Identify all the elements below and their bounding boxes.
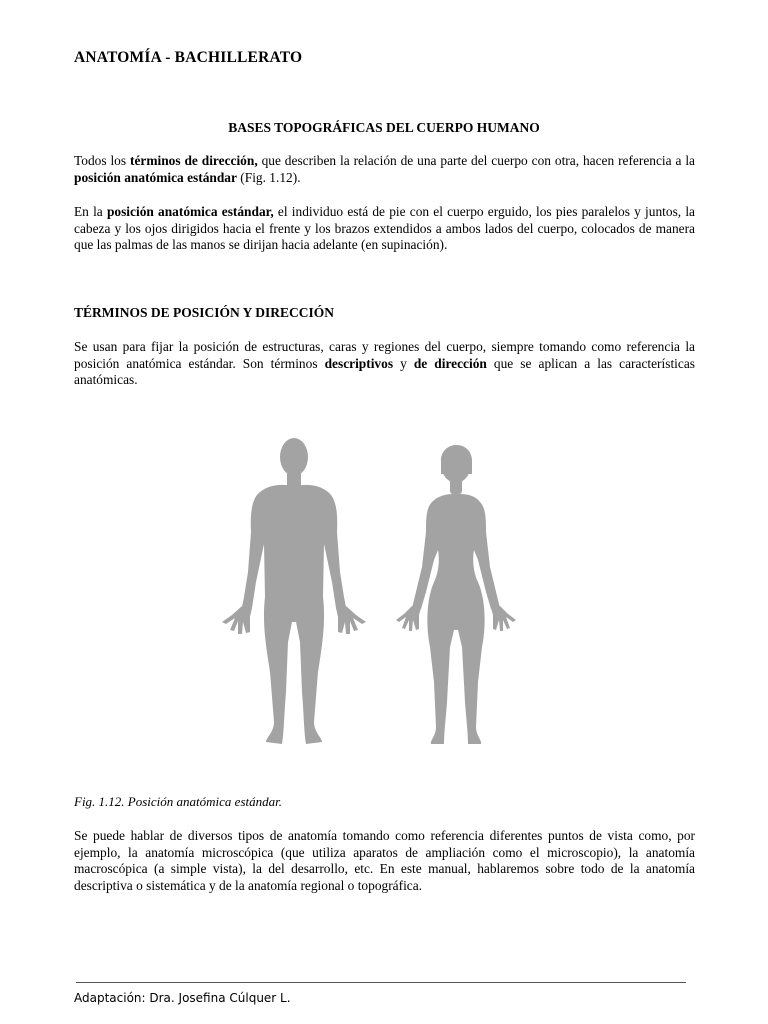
text-run: y <box>393 355 414 371</box>
anatomical-position-figure <box>210 432 540 748</box>
footer-credit: Adaptación: Dra. Josefina Cúlquer L. <box>74 991 291 1005</box>
body-silhouettes <box>210 432 540 748</box>
section-heading: TÉRMINOS DE POSICIÓN Y DIRECCIÓN <box>74 305 335 320</box>
text-run: que describen la relación de una parte del cuerpo con otra, hacen referencia a la <box>257 153 695 168</box>
text-run: En la <box>74 204 107 219</box>
text-run: Se usan para fijar la posición de estructuras, caras y regiones del cuerpo, siempre tomando como referencia la posición anatómica estándar. Son términos <box>74 339 695 371</box>
document-title: BASES TOPOGRÁFICAS DEL CUERPO HUMANO <box>228 120 540 135</box>
female-silhouette <box>396 445 516 744</box>
paragraph-direction-terms <box>74 153 695 186</box>
bold-term: posición anatómica estándar, <box>106 204 274 219</box>
bold-term: descriptivos <box>324 355 394 371</box>
bold-term: de dirección <box>413 355 487 371</box>
figure-caption: Fig. 1.12. Posición anatómica estándar. <box>74 794 282 809</box>
text-run: (Fig. 1.12). <box>236 169 301 185</box>
paragraph-anatomy-types: Se puede hablar de diversos tipos de anatomía tomando como referencia diferentes puntos de vista como, por ejemplo, la anatomía microscópica (que utiliza aparatos de ampliación como el microscopio), la anatomía macroscópica (a simple vista), la del desarrollo, etc. En este manual, hablaremos sobre todo de la anatomía descriptiva o sistemática y de la anatomía regional o topográfica. <box>74 828 695 893</box>
paragraph-position-terms <box>74 339 695 389</box>
text-run: el individuo está de pie con el cuerpo erguido, los pies paralelos y juntos, la cabeza y los ojos dirigidos hacia el frente y los brazos extendidos a ambos lados del cuerpo, colocados de manera que las palmas de las manos se dirijan hacia adelante (en supinación). <box>74 204 696 252</box>
bold-term: posición anatómica estándar <box>74 169 237 185</box>
page-header-title: ANATOMÍA - BACHILLERATO <box>74 49 303 66</box>
text-run: Todos los <box>74 153 130 168</box>
bold-term: términos de dirección, <box>129 153 258 168</box>
footer-divider <box>76 982 686 983</box>
paragraph-anatomical-position <box>74 204 695 254</box>
male-silhouette <box>222 438 366 744</box>
text-run: que se aplican a las características anatómicas. <box>74 355 695 387</box>
